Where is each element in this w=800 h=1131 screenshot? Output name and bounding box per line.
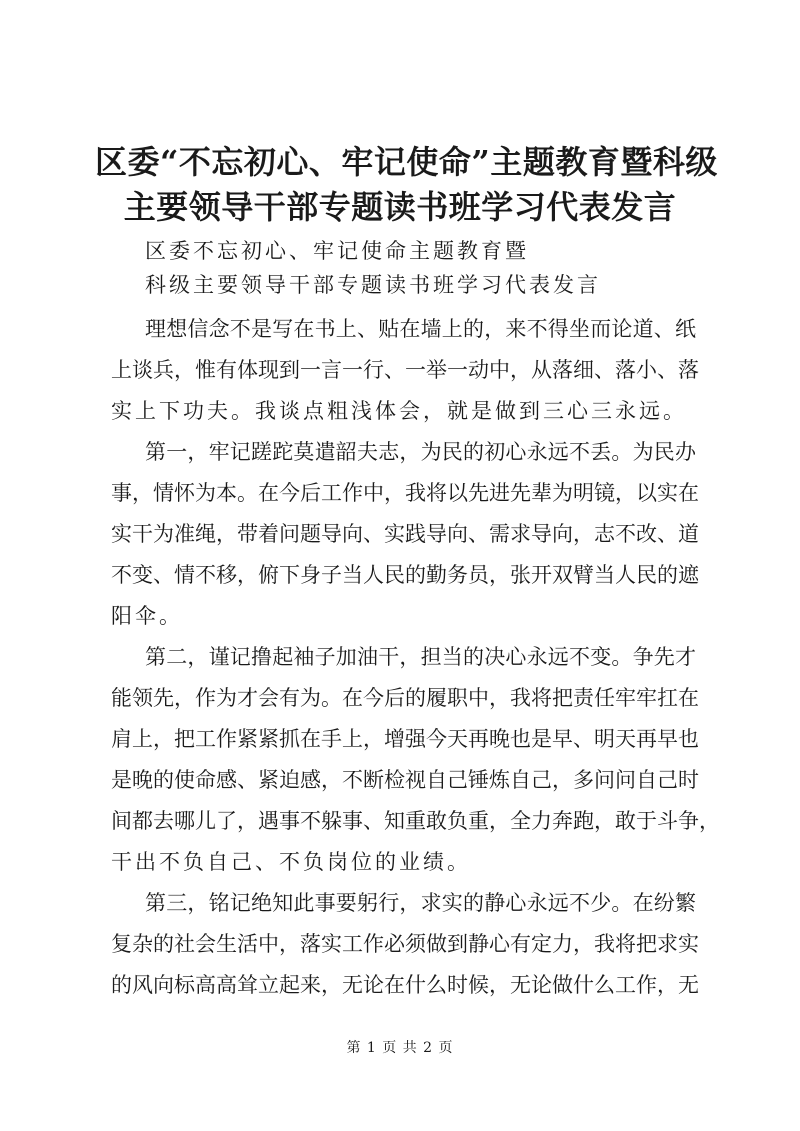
subtitle-line-1: 区委不忘初心、牢记使命主题教育暨	[145, 239, 529, 263]
body-line: 肩上，把工作紧紧抓在手上，增强今天再晚也是早、明天再早也	[111, 727, 699, 751]
body-line: 干出不负自己、不负岗位的业绩。	[111, 850, 471, 874]
document-title-line-1: 区委“不忘初心、牢记使命”主题教育暨科级	[95, 143, 718, 181]
body-line: 理想信念不是写在书上、贴在墙上的，来不得坐而论道、纸	[145, 317, 696, 341]
body-line: 第二，谨记撸起袖子加油干，担当的决心永远不变。争先才	[145, 645, 696, 669]
subtitle-line-2: 科级主要领导干部专题读书班学习代表发言	[145, 273, 601, 297]
body-line: 第一，牢记蹉跎莫遣韶夫志，为民的初心永远不丢。为民办	[145, 440, 696, 464]
body-line: 是晚的使命感、紧迫感，不断检视自己锤炼自己，多问问自己时	[111, 768, 699, 792]
body-line: 事，情怀为本。在今后工作中，我将以先进先辈为明镜，以实在	[111, 481, 699, 505]
body-line: 能领先，作为才会有为。在今后的履职中，我将把责任牢牢扛在	[111, 686, 699, 710]
body-line: 复杂的社会生活中，落实工作必须做到静心有定力，我将把求实	[111, 932, 699, 956]
body-line: 上谈兵，惟有体现到一言一行、一举一动中，从落细、落小、落	[111, 358, 699, 382]
page-number-footer: 第 1 页 共 2 页	[346, 1040, 454, 1056]
body-line: 阳伞。	[111, 604, 183, 628]
body-line: 第三，铭记绝知此事要躬行，求实的静心永远不少。在纷繁	[145, 891, 696, 915]
body-line: 不变、情不移，俯下身子当人民的勤务员，张开双臂当人民的遮	[111, 563, 699, 587]
document-title-line-2: 主要领导干部专题读书班学习代表发言	[123, 188, 677, 226]
body-line: 实干为准绳，带着问题导向、实践导向、需求导向，志不改、道	[111, 522, 699, 546]
body-line: 间都去哪儿了，遇事不躲事、知重敢负重，全力奔跑，敢于斗争，	[111, 809, 720, 833]
body-line: 实上下功夫。我谈点粗浅体会，就是做到三心三永远。	[111, 399, 687, 423]
body-line: 的风向标高高耸立起来，无论在什么时候，无论做什么工作，无	[111, 973, 699, 997]
